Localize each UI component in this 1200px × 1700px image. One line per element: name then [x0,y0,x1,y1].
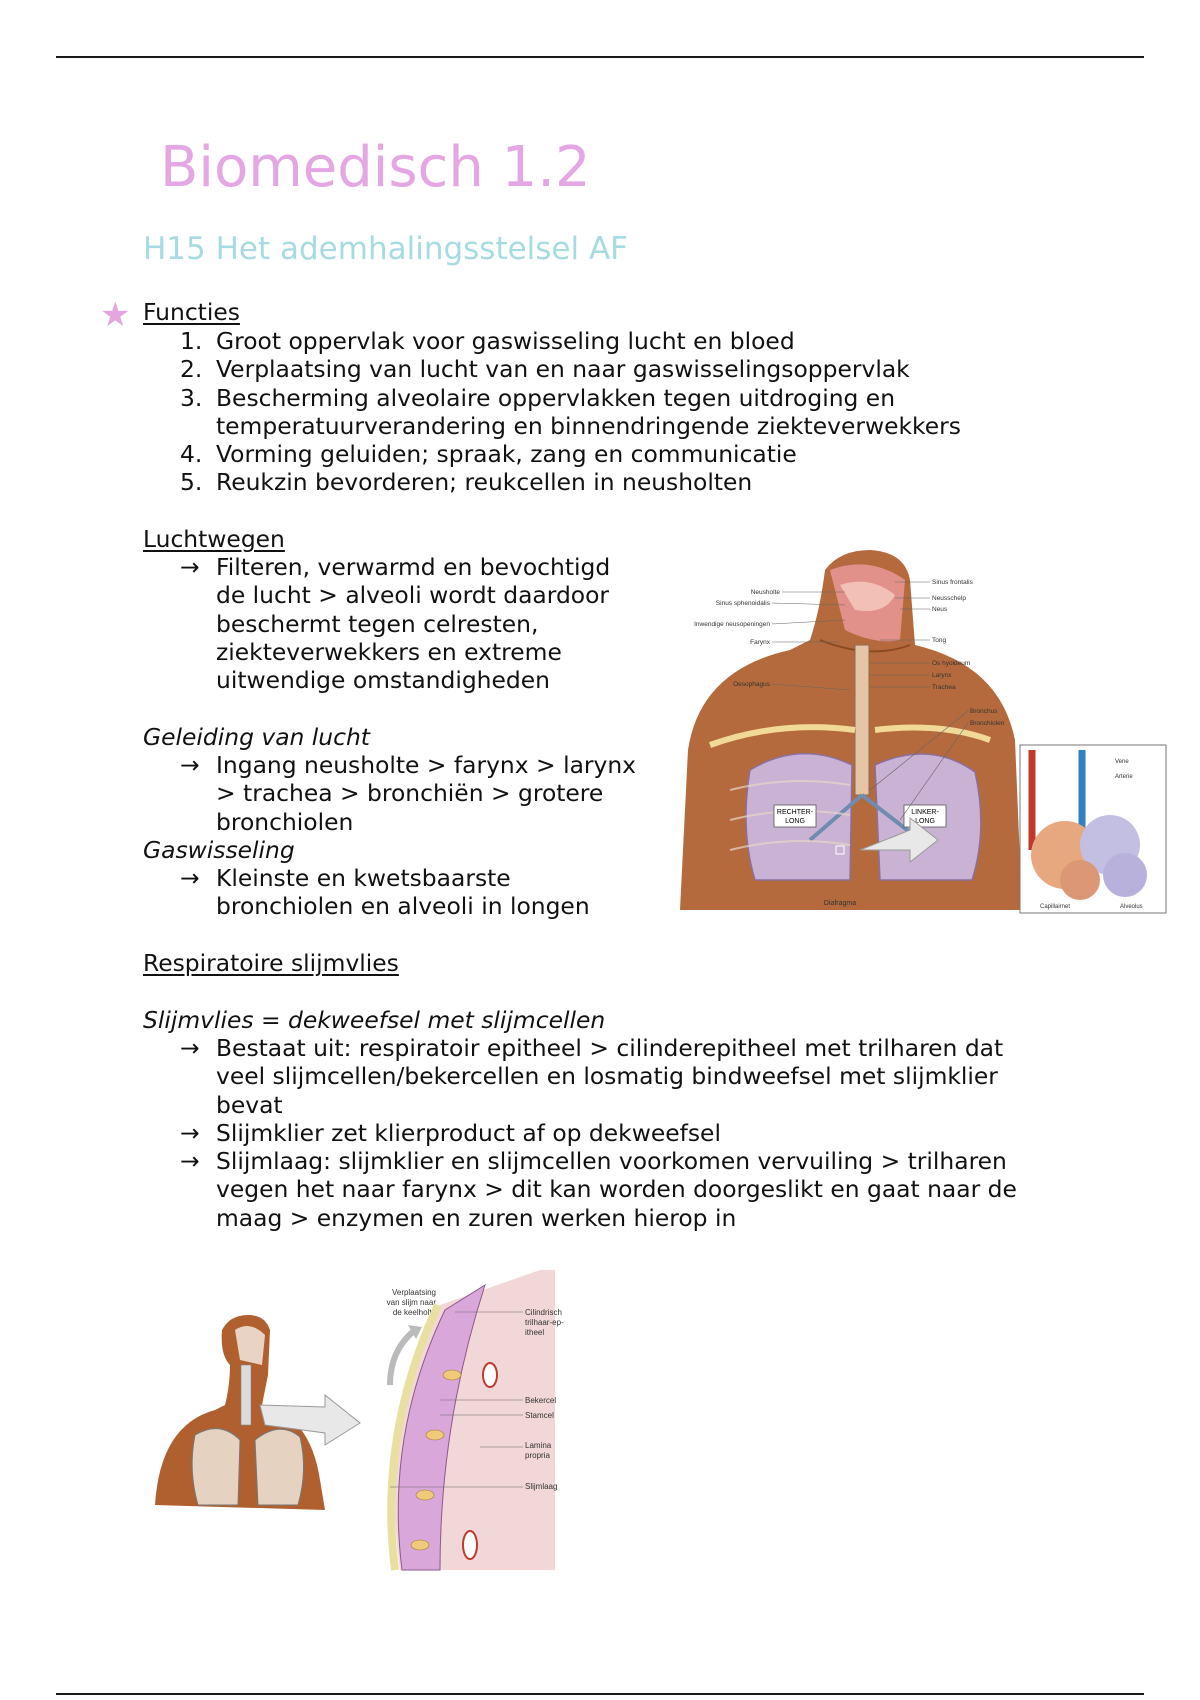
item-line: Kleinste en kwetsbaarste [216,864,511,892]
item-number: 5. [180,468,203,497]
arrow-icon: → [180,1147,200,1176]
gaswisseling-list [180,864,590,921]
respiratory-system-figure [670,550,1170,920]
item-line: uitwendige omstandigheden [216,666,550,695]
respiratoir-list [180,1034,1017,1232]
arrow-icon: → [180,864,200,892]
anatomy-label: Bronchiolen [970,720,1005,727]
footer-rule [56,1693,1144,1695]
item-line: beschermt tegen celresten, [216,609,539,638]
inset-label: Capillairnet [1040,904,1071,910]
anatomy-label: Farynx [750,639,770,646]
anatomy-label: Tong [932,637,947,644]
figure-caption-line: de keelholte [392,1308,436,1317]
item-line: Filteren, verwarmd en bevochtigd [216,553,611,581]
geleiding-list [180,751,636,836]
item-line: > trachea > bronchiën > grotere [216,779,604,808]
item-line: Groot oppervlak voor gaswisseling lucht en bloed [216,327,795,355]
tissue-label: propria [525,1451,550,1460]
item-number: 1. [180,327,203,355]
item-line: ziekteverwekkers en extreme [216,637,562,666]
inset-label: Alveolus [1120,904,1143,910]
item-number: 3. [180,383,203,412]
lung-left-label: LONG [915,818,935,825]
item-line: Slijmlaag: slijmklier en slijmcellen voorkomen vervuiling > trilharen [216,1147,1007,1176]
luchtwegen-list [180,553,610,694]
slijmvlies-subheading: Slijmvlies = dekweefsel met slijmcellen [143,1006,606,1034]
list-item [180,355,961,383]
functies-list [180,327,961,497]
anatomy-label: Neus [932,606,948,613]
lung-left-label: LINKER- [911,809,939,816]
item-line: Ingang neusholte > farynx > larynx [216,751,637,779]
item-line: bevat [216,1090,283,1119]
luchtwegen-heading: Luchtwegen [143,525,285,553]
arrow-icon: → [180,1118,200,1147]
item-line: veel slijmcellen/bekercellen en losmatig bindweefsel met slijmklier [216,1062,998,1091]
item-line: bronchiolen en alveoli in longen [216,892,590,921]
arrow-icon: → [180,553,200,581]
anatomy-label: Sinus frontalis [932,579,973,586]
item-number: 2. [180,355,203,384]
anatomy-label: Inwendige neusopeningen [694,621,770,628]
geleiding-heading: Geleiding van lucht [143,723,370,751]
inset-label: Vene [1115,759,1129,765]
item-line: maag > enzymen en zuren werken hierop in [216,1203,737,1232]
item-line: Bestaat uit: respiratoir epitheel > cilinderepitheel met trilharen dat [216,1034,1004,1062]
figure-caption-line: Verplaatsing [391,1288,436,1297]
diaphragm-label: Diafragma [823,900,857,907]
item-number: 4. [180,440,203,469]
functies-heading: Functies [143,298,240,326]
lung-right-label: LONG [785,818,805,825]
list-item [180,327,961,355]
anatomy-label: Oesophagus [733,681,770,688]
mucosa-figure [140,1265,640,1575]
tissue-label: itheel [525,1328,545,1337]
anatomy-label: Larynx [932,672,952,679]
item-line: Bescherming alveolaire oppervlakken tegen uitdroging en [216,383,896,412]
item-line: Reukzin bevorderen; reukcellen in neusholten [216,468,753,497]
item-line: bronchiolen [216,807,354,836]
page-subtitle: H15 Het ademhalingsstelsel AF [143,231,629,267]
tissue-label: Lamina [525,1441,552,1450]
header-rule [56,56,1144,58]
item-line: temperatuurverandering en binnendringende ziekteverwekkers [216,411,961,440]
list-item [180,468,961,496]
list-item [180,1119,1017,1147]
anatomy-label: Os hyoideum [932,660,971,667]
item-line: Slijmklier zet klierproduct af op dekweefsel [216,1118,721,1147]
arrow-icon: → [180,1034,200,1062]
list-item [180,553,610,694]
page-title: Biomedisch 1.2 [160,135,591,200]
list-item [180,864,590,921]
list-item [180,384,961,441]
tissue-label: Bekercel [525,1396,557,1405]
anatomy-label: Bronchus [970,708,998,715]
item-line: Verplaatsing van lucht van en naar gaswisselingsoppervlak [216,355,910,384]
tissue-label: Stamcel [525,1411,554,1420]
lung-right-label: RECHTER- [776,809,814,816]
anatomy-label: Neusschelp [932,595,966,602]
star-icon: ★ [100,295,131,335]
inset-label: Arterie [1115,774,1133,780]
list-item [180,751,636,836]
list-item [180,440,961,468]
anatomy-label: Neusholte [750,589,780,596]
tissue-label: Slijmlaag [525,1482,558,1491]
arrow-icon: → [180,751,200,779]
list-item [180,1147,1017,1232]
gaswisseling-heading: Gaswisseling [143,836,295,864]
anatomy-label: Sinus sphenoidalis [715,600,770,607]
item-line: de lucht > alveoli wordt daardoor [216,581,610,610]
tissue-label: trilhaar-ep- [525,1318,564,1327]
item-line: vegen het naar farynx > dit kan worden doorgeslikt en gaat naar de [216,1175,1017,1204]
respiratoir-heading: Respiratoire slijmvlies [143,949,399,977]
item-line: Vorming geluiden; spraak, zang en communicatie [216,440,797,469]
figure-caption-line: van slijm naar [386,1298,436,1307]
list-item [180,1034,1017,1119]
tissue-label: Cilindrisch [525,1308,562,1317]
anatomy-label: Trachea [932,684,956,691]
